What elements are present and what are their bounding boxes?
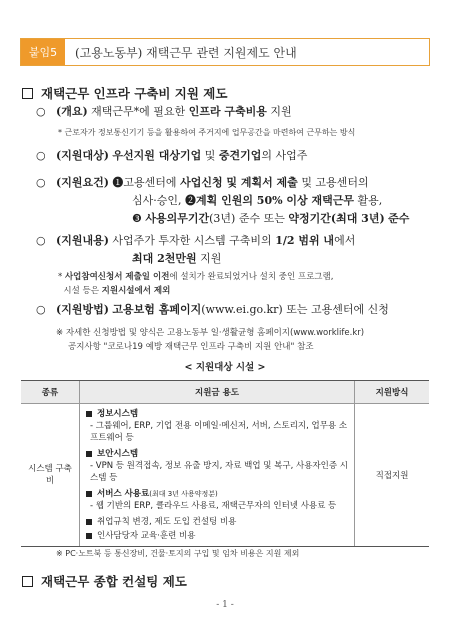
section-heading-infra: 재택근무 인프라 구축비 지원 제도 — [22, 84, 227, 102]
document-header — [20, 38, 430, 66]
checkbox-square-icon — [22, 88, 33, 99]
content-note: * 사업참여신청서 제출일 이전에 설치가 완료되었거나 설치 중인 프로그램, 시설 등은 지원시설에서 제외 — [58, 272, 334, 296]
target-item: ○ (지원대상) 우선지원 대상기업 및 중견기업의 사업주 — [36, 149, 308, 162]
type-cell: 시스템 구축비 — [21, 404, 80, 547]
content-item: ○ (지원내용) 사업주가 투자한 시스템 구축비의 1/2 범위 내에서 최대 2천만원 지원 — [36, 234, 356, 265]
col-header-usage: 지원금 용도 — [80, 381, 355, 404]
reference-note: ※ 자세한 신청방법 및 양식은 고용노동부 일·생활균형 홈페이지(www.worklife.kr) 공지사항 "코로나19 예방 재택근무 인프라 구축비 지원 안내" 참조 — [56, 328, 365, 352]
section-heading-consulting: 재택근무 종합 컨설팅 제도 — [22, 572, 187, 590]
table-row — [21, 404, 429, 547]
requirements-item: ○ (지원요건) ❶고용센터에 사업신청 및 계획서 제출 및 고용센터의 심사·승인, ❷계획 인원의 50% 이상 재택근무 활용, ❸ 사용의무기간(3년) 준수 또는 약정기간(최대 3년) 준수 — [36, 176, 410, 225]
col-header-type: 종류 — [21, 381, 80, 404]
usage-cell: 정보시스템 - 그룹웨어, ERP, 기업 전용 이메일·메신저, 서버, 스토리지, 업무용 소프트웨어 등 보안시스템 - VPN 등 원격접속, 정보 유출 방지, 자료 백업 및 복구, 사용자인증 시스템 등 서버스 사용료(최대 3년 사용약정분) - 웹 기반의 ERP, 클라우드 사용료, 재택근무자의 인터넷 사용료 등 취업규칙 변경, 제도 도입 컨설팅 비용 인사담당자 교육·훈련 비용 — [80, 404, 355, 547]
method-item: ○ (지원방법) 고용보험 홈페이지(www.ei.go.kr) 또는 고용센터에 신청 — [36, 303, 389, 316]
support-facility-table — [21, 380, 429, 547]
method-cell: 직접지원 — [355, 404, 430, 547]
document-title: (고용노동부) 재택근무 관련 지원제도 안내 — [75, 45, 297, 60]
col-header-method: 지원방식 — [355, 381, 430, 404]
overview-note: * 근로자가 정보통신기기 등을 활용하여 주거지에 업무공간을 마련하여 근무하는 방식 — [58, 128, 356, 137]
checkbox-square-icon — [22, 576, 33, 587]
table-footnote: ※ PC·노트북 등 통신장비, 건물·토지의 구입 및 임차 비용은 지원 제외 — [56, 549, 300, 558]
attachment-badge: 붙임5 — [21, 39, 65, 65]
page-number: - 1 - — [216, 600, 234, 610]
table-caption: < 지원대상 시설 > — [184, 362, 266, 373]
overview-item: ○ (개요) 재택근무*에 필요한 인프라 구축비용 지원 — [36, 105, 292, 118]
